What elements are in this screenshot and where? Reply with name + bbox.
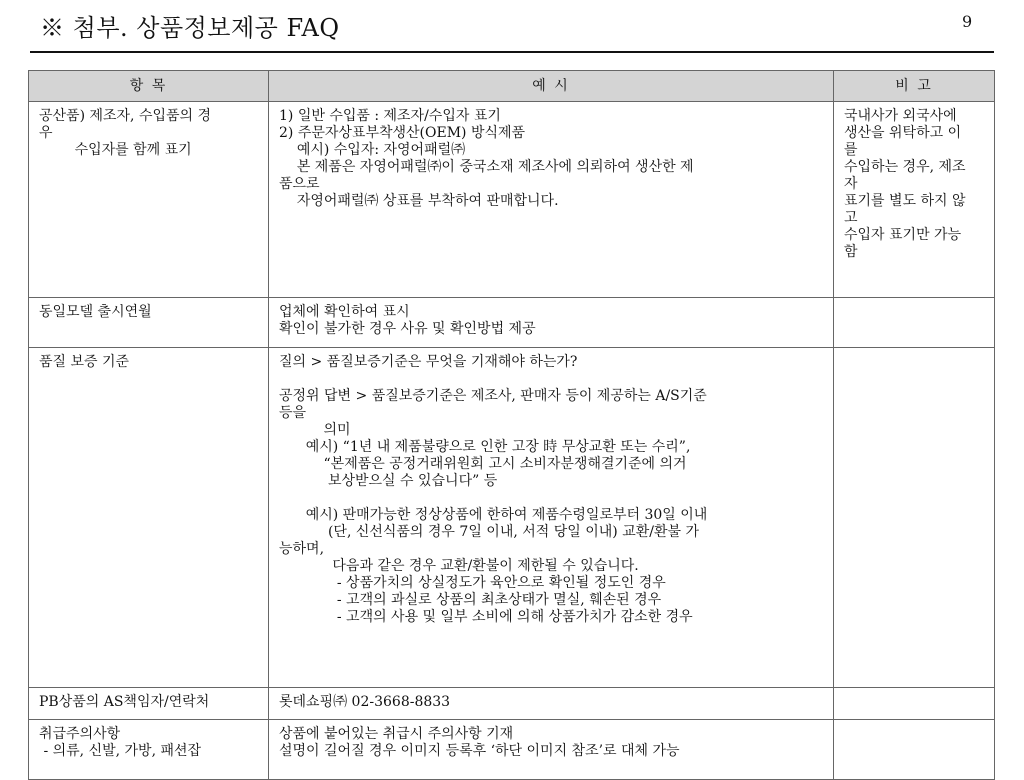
item-cell-line: 동일모델 출시연월 [39, 304, 152, 320]
example-cell-line: (단, 신선식품의 경우 7일 이내, 서적 당일 이내) 교환/환불 가 [279, 524, 699, 540]
example-cell-line: 2) 주문자상표부착생산(OEM) 방식제품 [279, 125, 526, 141]
example-cell-line: 등을 [279, 405, 307, 421]
item-cell-line: 취급주의사항 [39, 726, 121, 742]
example-cell-line: - 상품가치의 상실정도가 육안으로 확인될 정도인 경우 [279, 575, 666, 591]
example-cell-line: 의미 [279, 422, 351, 438]
example-cell-line: 상품에 붙어있는 취급시 주의사항 기재 [279, 726, 514, 742]
example-cell-line: 예시) “1년 내 제품불량으로 인한 고장 時 무상교환 또는 수리”, [279, 439, 691, 455]
item-cell [29, 102, 269, 298]
note-cell [834, 348, 995, 688]
example-cell-line: 보상받으실 수 있습니다” 등 [279, 473, 498, 489]
example-cell-line: - 고객의 사용 및 일부 소비에 의해 상품가치가 감소한 경우 [279, 609, 693, 625]
table-row [29, 298, 995, 348]
item-cell-line: 우 [39, 125, 53, 141]
example-cell-line: 자영어패럴㈜ 상표를 부착하여 판매합니다. [279, 193, 559, 209]
example-cell-line: 질의 > 품질보증기준은 무엇을 기재해야 하는가? [279, 354, 578, 370]
example-cell-line [279, 371, 823, 388]
example-cell [269, 348, 834, 688]
example-cell-line: 능하며, [279, 541, 325, 557]
item-cell [29, 688, 269, 720]
example-cell-line [279, 490, 823, 507]
example-cell-line: 확인이 불가한 경우 사유 및 확인방법 제공 [279, 321, 536, 337]
note-cell-line: 생산을 위탁하고 이 [844, 125, 962, 141]
example-cell-line: 다음과 같은 경우 교환/환불이 제한될 수 있습니다. [279, 558, 639, 574]
page-title: ※ 첨부. 상품정보제공 FAQ [40, 14, 340, 42]
note-cell-line: 함 [844, 244, 858, 260]
example-cell-line: - 고객의 과실로 상품의 최초상태가 멸실, 훼손된 경우 [279, 592, 662, 608]
header-example: 예 시 [269, 71, 834, 102]
example-cell-line: 본 제품은 자영어패럴㈜이 중국소재 제조사에 의뢰하여 생산한 제 [279, 159, 694, 175]
example-cell-line: 업체에 확인하여 표시 [279, 304, 410, 320]
note-cell-line: 표기를 별도 하지 않 [844, 193, 966, 209]
item-cell [29, 298, 269, 348]
example-cell [269, 298, 834, 348]
note-cell-line: 국내사가 외국사에 [844, 108, 957, 124]
header-item: 항 목 [29, 71, 269, 102]
faq-table [28, 70, 995, 780]
item-cell-line: 수입자를 함께 표기 [39, 142, 192, 158]
item-cell-line: PB상품의 AS책임자/연락처 [39, 694, 210, 710]
note-cell-line: 수입하는 경우, 제조 [844, 159, 966, 175]
example-cell-line: “본제품은 공정거래위원회 고시 소비자분쟁해결기준에 의거 [279, 456, 687, 472]
note-cell [834, 688, 995, 720]
example-cell [269, 688, 834, 720]
note-cell-line: 자 [844, 176, 858, 192]
item-cell [29, 348, 269, 688]
item-cell-line: - 의류, 신발, 가방, 패션잡 [39, 743, 202, 759]
example-cell [269, 720, 834, 780]
item-cell-line: 품질 보증 기준 [39, 354, 130, 370]
table-row [29, 348, 995, 688]
table-row [29, 688, 995, 720]
item-cell [29, 720, 269, 780]
page-number: 9 [962, 12, 973, 31]
table-row [29, 720, 995, 780]
example-cell-line: 품으로 [279, 176, 320, 192]
table-header-row [29, 71, 995, 102]
note-cell-line: 를 [844, 142, 858, 158]
example-cell-line: 롯데쇼핑㈜ 02-3668-8833 [279, 694, 451, 710]
note-cell [834, 298, 995, 348]
table-row [29, 102, 995, 298]
title-divider [30, 51, 994, 53]
note-cell [834, 102, 995, 298]
example-cell-line: 설명이 길어질 경우 이미지 등록후 ‘하단 이미지 참조’로 대체 가능 [279, 743, 680, 759]
note-cell [834, 720, 995, 780]
example-cell [269, 102, 834, 298]
example-cell-line: 예시) 판매가능한 정상상품에 한하여 제품수령일로부터 30일 이내 [279, 507, 708, 523]
example-cell-line: 1) 일반 수입품 : 제조자/수입자 표기 [279, 108, 501, 124]
item-cell-line: 공산품) 제조자, 수입품의 경 [39, 108, 212, 124]
header-note: 비 고 [834, 71, 995, 102]
example-cell-line: 예시) 수입자: 자영어패럴㈜ [279, 142, 466, 158]
note-cell-line: 수입자 표기만 가능 [844, 227, 962, 243]
example-cell-line: 공정위 답변 > 품질보증기준은 제조사, 판매자 등이 제공하는 A/S기준 [279, 388, 707, 404]
note-cell-line: 고 [844, 210, 858, 226]
